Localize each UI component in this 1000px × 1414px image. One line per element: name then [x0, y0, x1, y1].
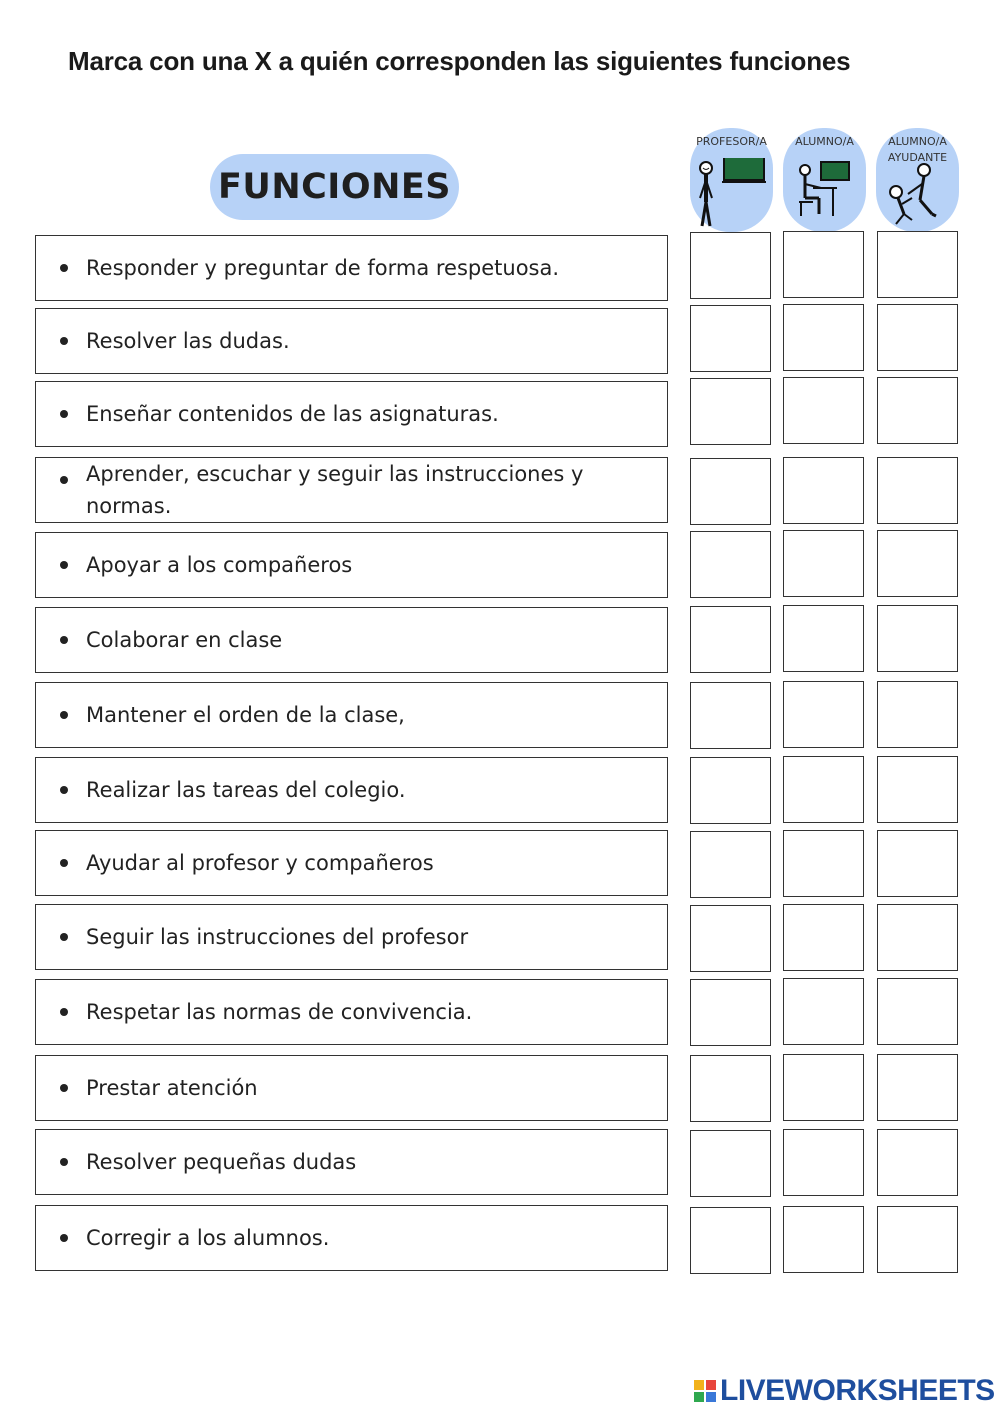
- answer-box-alumno[interactable]: [783, 1129, 864, 1196]
- answer-box-profesor[interactable]: [690, 1207, 771, 1274]
- answer-box-profesor[interactable]: [690, 531, 771, 598]
- column-label: ALUMNO/A AYUDANTE: [887, 135, 948, 164]
- answer-box-alumno[interactable]: [783, 978, 864, 1045]
- answer-box-alumno[interactable]: [783, 377, 864, 444]
- helper-student-icon: [876, 158, 959, 228]
- answer-box-ayudante[interactable]: [877, 830, 958, 897]
- column-header-alumno: [783, 128, 866, 232]
- function-text: Seguir las instrucciones del profesor: [86, 925, 469, 949]
- answer-box-alumno[interactable]: [783, 605, 864, 672]
- answer-box-profesor[interactable]: [690, 305, 771, 372]
- function-text: Realizar las tareas del colegio.: [86, 778, 406, 802]
- answer-box-profesor[interactable]: [690, 1055, 771, 1122]
- answer-box-alumno[interactable]: [783, 1206, 864, 1273]
- answer-box-profesor[interactable]: [690, 831, 771, 898]
- function-text: Resolver las dudas.: [86, 329, 290, 353]
- answer-box-profesor[interactable]: [690, 1130, 771, 1197]
- answer-box-alumno[interactable]: [783, 681, 864, 748]
- function-row: [35, 457, 668, 523]
- answer-box-alumno[interactable]: [783, 231, 864, 298]
- answer-box-ayudante[interactable]: [877, 605, 958, 672]
- answer-box-ayudante[interactable]: [877, 304, 958, 371]
- answer-box-profesor[interactable]: [690, 606, 771, 673]
- answer-box-ayudante[interactable]: [877, 904, 958, 971]
- column-label: ALUMNO/A: [795, 135, 854, 148]
- function-row: [35, 682, 668, 748]
- function-row: [35, 1129, 668, 1195]
- answer-box-ayudante[interactable]: [877, 681, 958, 748]
- answer-box-alumno[interactable]: [783, 304, 864, 371]
- function-row: [35, 532, 668, 598]
- answer-box-alumno[interactable]: [783, 904, 864, 971]
- answer-box-alumno[interactable]: [783, 830, 864, 897]
- answer-box-alumno[interactable]: [783, 530, 864, 597]
- answer-box-ayudante[interactable]: [877, 978, 958, 1045]
- function-row: [35, 1205, 668, 1271]
- column-label: PROFESOR/A: [696, 135, 767, 148]
- column-header-alumno-ayudante: [876, 128, 959, 232]
- function-text: Resolver pequeñas dudas: [86, 1150, 357, 1174]
- answer-box-profesor[interactable]: [690, 979, 771, 1046]
- teacher-blackboard-icon: [690, 158, 773, 228]
- function-text: Prestar atención: [86, 1076, 258, 1100]
- functions-header: FUNCIONES: [210, 154, 459, 220]
- function-text: Respetar las normas de convivencia.: [86, 1000, 473, 1024]
- function-text: Apoyar a los compañeros: [86, 553, 353, 577]
- function-row: [35, 607, 668, 673]
- answer-box-ayudante[interactable]: [877, 377, 958, 444]
- function-text: Enseñar contenidos de las asignaturas.: [86, 402, 499, 426]
- column-header-profesor: [690, 128, 773, 232]
- answer-box-profesor[interactable]: [690, 378, 771, 445]
- function-row: [35, 979, 668, 1045]
- logo-blocks-icon: [694, 1380, 716, 1402]
- answer-box-profesor[interactable]: [690, 682, 771, 749]
- function-row: [35, 308, 668, 374]
- answer-box-alumno[interactable]: [783, 756, 864, 823]
- answer-box-profesor[interactable]: [690, 905, 771, 972]
- function-row: [35, 235, 668, 301]
- function-row: [35, 757, 668, 823]
- answer-box-ayudante[interactable]: [877, 231, 958, 298]
- answer-box-profesor[interactable]: [690, 458, 771, 525]
- function-row: [35, 904, 668, 970]
- answer-box-ayudante[interactable]: [877, 457, 958, 524]
- answer-box-ayudante[interactable]: [877, 1129, 958, 1196]
- function-row: [35, 381, 668, 447]
- answer-box-profesor[interactable]: [690, 757, 771, 824]
- answer-box-alumno[interactable]: [783, 457, 864, 524]
- answer-box-profesor[interactable]: [690, 232, 771, 299]
- function-row: [35, 1055, 668, 1121]
- function-text: Corregir a los alumnos.: [86, 1226, 330, 1250]
- logo-text: LIVEWORKSHEETS: [720, 1374, 995, 1407]
- function-text: Ayudar al profesor y compañeros: [86, 851, 434, 875]
- answer-box-ayudante[interactable]: [877, 1206, 958, 1273]
- student-desk-icon: [783, 158, 866, 228]
- function-text: Colaborar en clase: [86, 628, 283, 652]
- function-text: Aprender, escuchar y seguir las instrucciones y normas.: [86, 462, 584, 518]
- function-text: Mantener el orden de la clase,: [86, 703, 405, 727]
- answer-box-ayudante[interactable]: [877, 1054, 958, 1121]
- liveworksheets-logo: [694, 1374, 995, 1408]
- answer-box-ayudante[interactable]: [877, 530, 958, 597]
- answer-box-alumno[interactable]: [783, 1054, 864, 1121]
- page-title: Marca con una X a quién corresponden las siguientes funciones: [68, 46, 851, 76]
- function-row: [35, 830, 668, 896]
- function-text: Responder y preguntar de forma respetuosa.: [86, 256, 560, 280]
- answer-box-ayudante[interactable]: [877, 756, 958, 823]
